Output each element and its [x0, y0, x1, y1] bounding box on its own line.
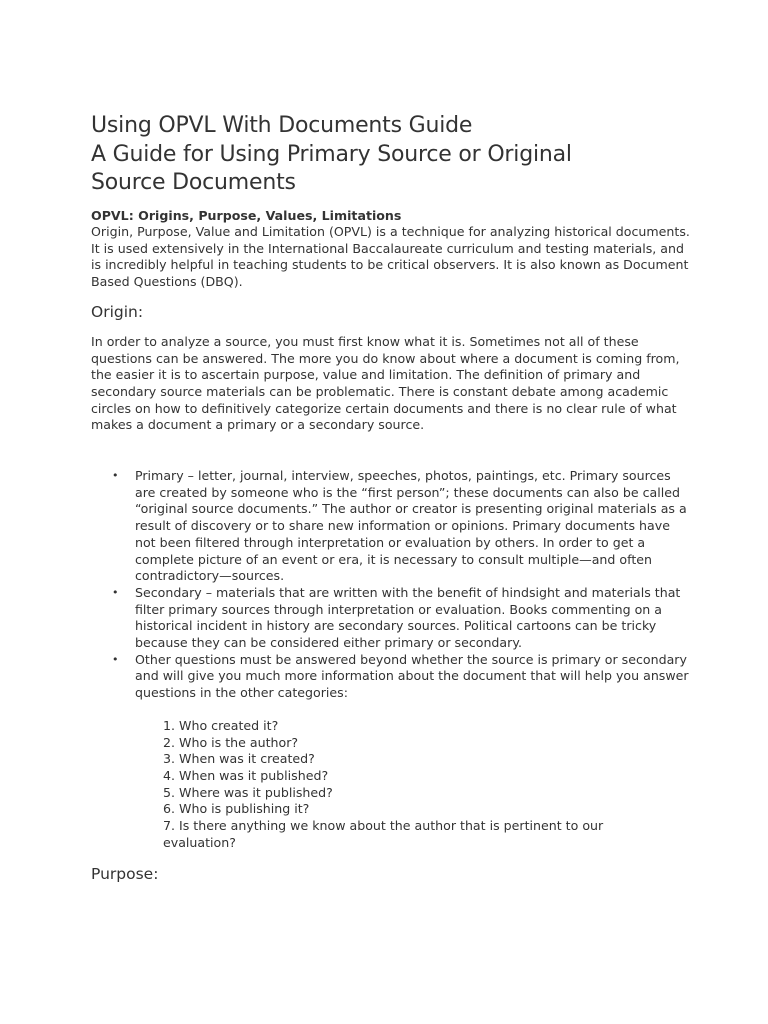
list-item: 2. Who is the author?: [163, 734, 299, 750]
bullet-text-primary: Primary – letter, journal, interview, speeches, photos, paintings, etc. Primary sources are created by someone who is the “first person”; these documents can also be called “original source documents.” The author or creator is presenting original materials as a result of discovery or to share new information or opinions. Primary documents have not been filtered through interpretation or evaluation by others. In order to get a complete picture of an event or era, it is necessary to consult multiple—and often contradictory—sources.: [135, 468, 687, 584]
intro-paragraph: Origin, Purpose, Value and Limitation (OPVL) is a technique for analyzing historical documents. It is used extensively in the International Baccalaureate curriculum and testing materials, and is incredibly helpful in teaching students to be critical observers. It is also known as Document Based Questions (DBQ).: [91, 224, 690, 290]
title-line-1: Using OPVL With Documents Guide: [91, 113, 473, 138]
list-item: 1. Who created it?: [163, 717, 279, 733]
list-item: 4. When was it published?: [163, 767, 329, 783]
bullet-text-secondary: Secondary – materials that are written with the benefit of hindsight and materials that filter primary sources through interpretation or evaluation. Books commenting on a historical incident in history are secondary sources. Political cartoons can be tricky because they can be considered either primary or secondary.: [135, 584, 681, 651]
bullet-marker: •: [112, 652, 119, 666]
source-type-list: [91, 468, 691, 702]
list-item: [91, 585, 691, 652]
list-item: [91, 468, 691, 585]
list-item: 7. Is there anything we know about the author that is pertinent to our evaluation?: [163, 818, 604, 850]
origin-paragraph: In order to analyze a source, you must first know what it is. Sometimes not all of these questions can be answered. The more you do know about where a document is coming from, the easier it is to ascertain purpose, value and limitation. The definition of primary and secondary source materials can be problematic. There is constant debate among academic circles on how to definitively categorize certain documents and there is no clear rule of what makes a document a primary or a secondary source.: [91, 333, 680, 433]
bullet-marker: •: [112, 469, 119, 483]
intro-heading: OPVL: Origins, Purpose, Values, Limitations: [91, 207, 402, 223]
bullet-marker: •: [112, 585, 119, 599]
bullet-text-other: Other questions must be answered beyond whether the source is primary or secondary and will give you much more information about the document that will help you answer questions in the other categories:: [135, 651, 689, 701]
list-item: 6. Who is publishing it?: [163, 801, 310, 817]
document-title: [91, 112, 691, 198]
section-spacer: [91, 434, 691, 468]
list-item: 5. Where was it published?: [163, 784, 333, 800]
title-line-2: A Guide for Using Primary Source or Original: [91, 141, 572, 167]
document-page: [91, 112, 691, 896]
purpose-heading: Purpose:: [91, 864, 159, 883]
list-item: [91, 652, 691, 702]
origin-heading: Origin:: [91, 302, 144, 321]
list-item: 3. When was it created?: [163, 751, 315, 767]
title-line-3: Source Documents: [91, 170, 296, 195]
origin-questions-list: [91, 718, 643, 852]
